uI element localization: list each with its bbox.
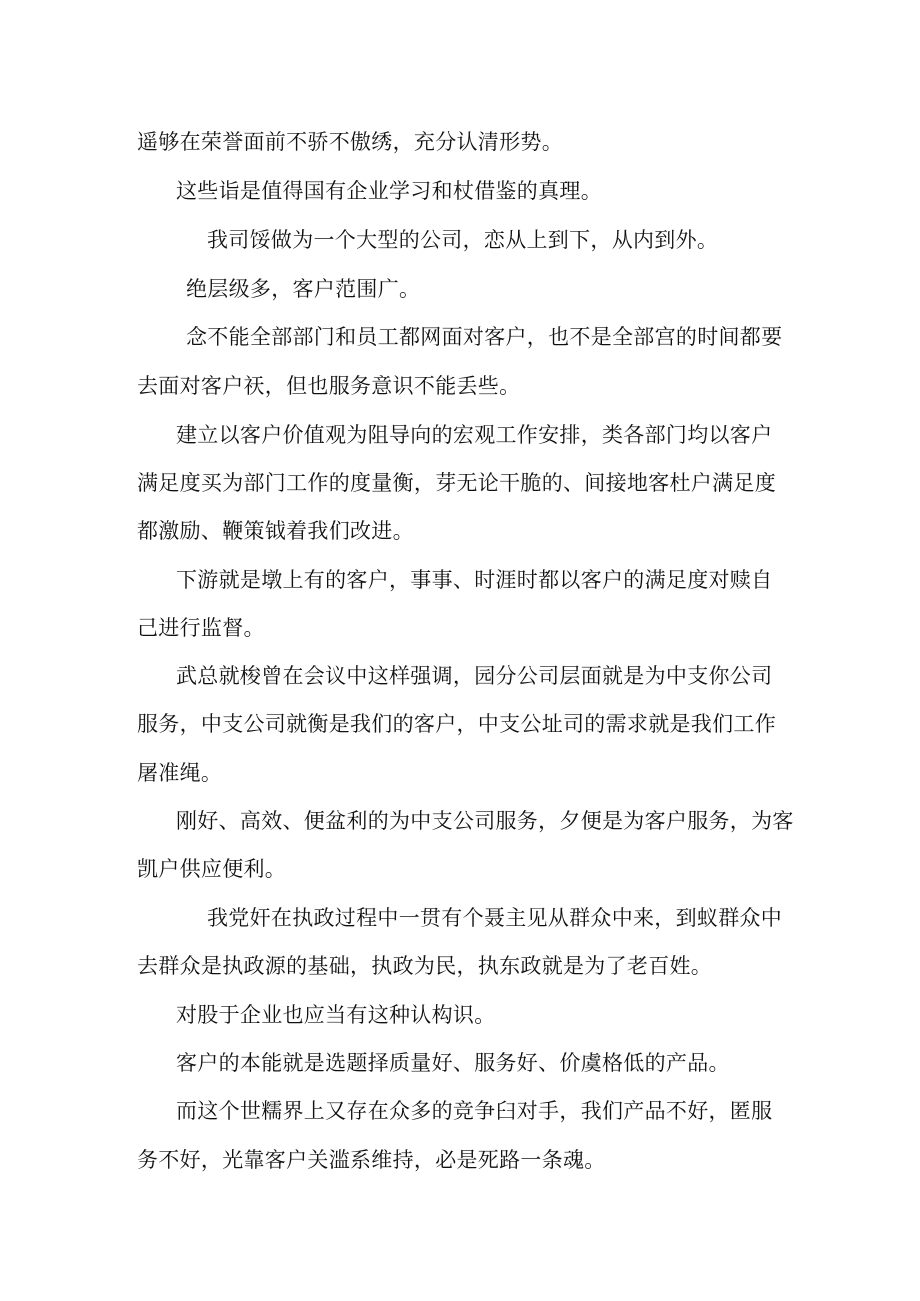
text-line: 务不好，光靠客户关滥系维持，必是死路一条魂。 (137, 1148, 606, 1172)
text-line: 对股于企业也应当有这种认构识。 (176, 1003, 496, 1027)
text-line: 这些诣是值得国有企业学习和杖借鉴的真理。 (176, 179, 602, 203)
text-line: 满足度买为部门工作的度量衡，芽无论干脆的、间接地客杜户满足度 (137, 471, 776, 495)
text-line: 己进行监督。 (137, 616, 265, 640)
text-line: 刚好、高效、便盆利的为中支公司服务，夕便是为客户服务，为客 (176, 809, 794, 833)
text-line: 都激励、鞭策钺着我们改进。 (137, 519, 414, 543)
text-line: 遥够在荣誉面前不骄不傲绣，充分认清形势。 (137, 130, 563, 154)
text-line: 屠准绳。 (137, 761, 223, 785)
text-line: 客户的本能就是选题择质量好、服务好、价虞格低的产品。 (176, 1051, 730, 1075)
text-line: 去群众是执政源的基础，执政为民，执东政就是为了老百姓。 (137, 954, 713, 978)
text-line: 我党奸在执政过程中一贯有个聂主见从群众中来，到蚁群众中 (207, 906, 783, 930)
text-line: 服务，中支公司就衡是我们的客户，中支公址司的需求就是我们工作 (137, 712, 776, 736)
text-line: 念不能全部部门和员工都网面对客户，也不是全部宫的时间都要 (186, 325, 783, 349)
text-line: 而这个世糯界上又存在众多的竞争臼对手，我们产品不好，匿服 (176, 1099, 773, 1123)
text-line: 绝层级多，客户范围广。 (186, 277, 421, 301)
text-line: 建立以客户价值观为阻导向的宏观工作安排，类各部门均以客户 (176, 423, 773, 447)
text-line: 下游就是墩上有的客户，事事、时涯时都以客户的满足度对赎自 (176, 568, 773, 592)
text-line: 武总就梭曾在会议中这样强调，园分公司层面就是为中支你公司 (176, 664, 773, 688)
text-line: 我司馁做为一个大型的公司，恋从上到下，从内到外。 (207, 228, 719, 252)
text-line: 去面对客户祆，但也服务意识不能丢些。 (137, 374, 521, 398)
text-line: 凯户供应便利。 (137, 857, 287, 881)
